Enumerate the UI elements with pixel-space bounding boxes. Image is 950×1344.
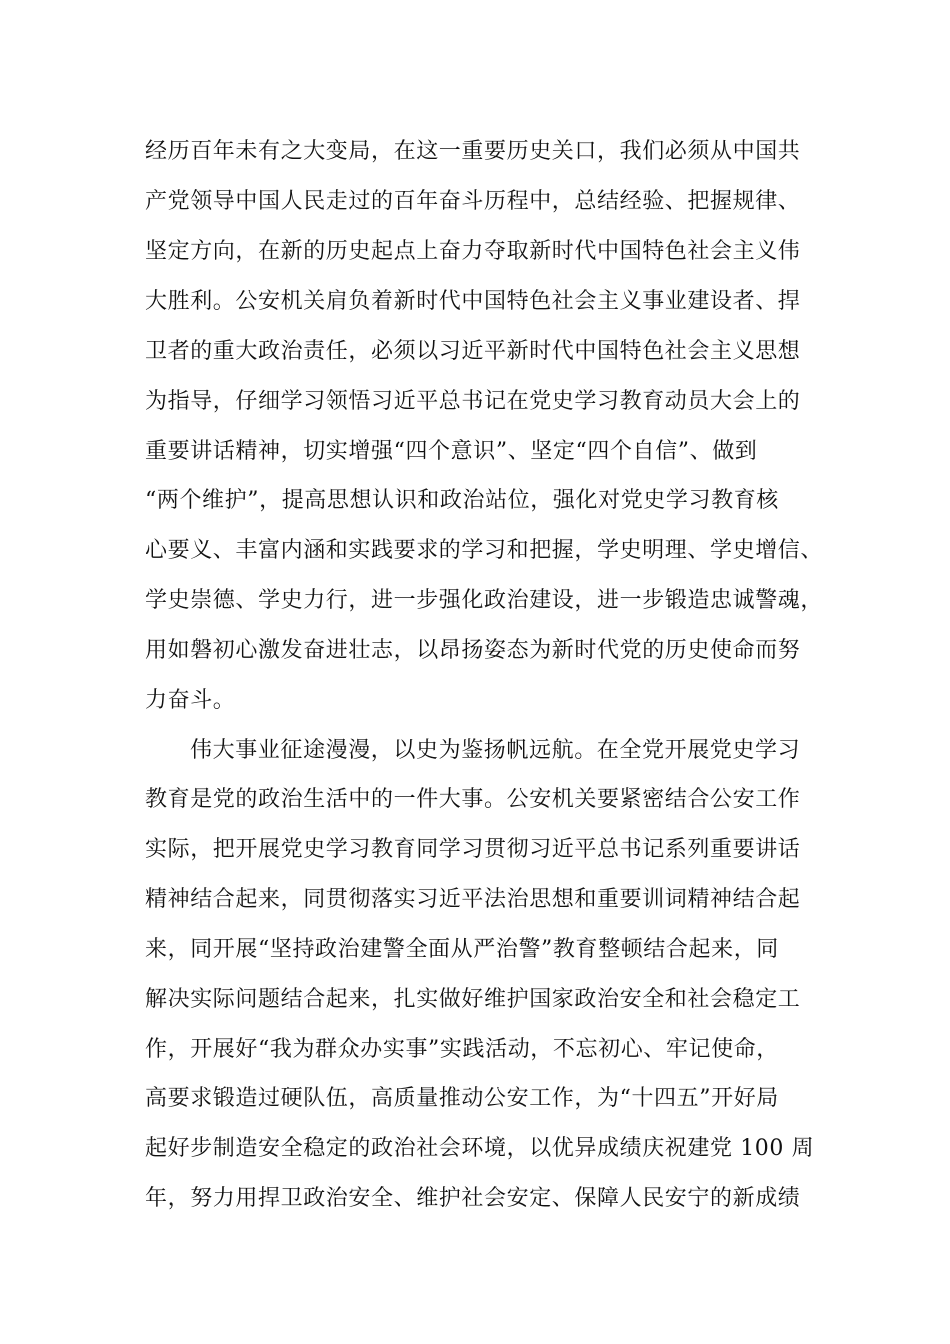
text-line: 实际，把开展党史学习教育同学习贯彻习近平总书记系列重要讲话 (145, 837, 801, 862)
text-line: 为指导，仔细学习领悟习近平总书记在党史学习教育动员大会上的 (145, 389, 801, 414)
text-line: 重要讲话精神，切实增强“四个意识”、坚定“四个自信”、做到 (145, 439, 758, 464)
text-line: 起好步制造安全稳定的政治社会环境，以优异成绩庆祝建党 100 周 (145, 1136, 815, 1161)
text-line: 用如磐初心激发奋进壮志，以昂扬姿态为新时代党的历史使命而努 (145, 638, 801, 663)
text-line: 精神结合起来，同贯彻落实习近平法治思想和重要训词精神结合起 (145, 887, 801, 912)
text-line: 高要求锻造过硬队伍，高质量推动公安工作，为“十四五”开好局 (145, 1086, 779, 1111)
text-line: 大胜利。公安机关肩负着新时代中国特色社会主义事业建设者、捍 (145, 289, 801, 314)
text-line: 年，努力用捍卫政治安全、维护社会安定、保障人民安宁的新成绩 (145, 1186, 801, 1211)
text-line: 心要义、丰富内涵和实践要求的学习和把握，学史明理、学史增信、 (145, 538, 824, 563)
text-line: 教育是党的政治生活中的一件大事。公安机关要紧密结合公安工作 (145, 787, 801, 812)
text-line: 卫者的重大政治责任，必须以习近平新时代中国特色社会主义思想 (145, 339, 801, 364)
text-line: 力奋斗。 (145, 688, 236, 713)
text-line: 学史崇德、学史力行，进一步强化政治建设，进一步锻造忠诚警魂， (145, 588, 824, 613)
text-line: 来，同开展“坚持政治建警全面从严治警”教育整顿结合起来，同 (145, 937, 779, 962)
text-line: 经历百年未有之大变局，在这一重要历史关口，我们必须从中国共 (145, 139, 801, 164)
text-line: 解决实际问题结合起来，扎实做好维护国家政治安全和社会稳定工 (145, 987, 801, 1012)
text-line: “两个维护”，提高思想认识和政治站位，强化对党史学习教育核 (145, 488, 779, 513)
text-line: 产党领导中国人民走过的百年奋斗历程中，总结经验、把握规律、 (145, 189, 801, 214)
text-line: 坚定方向，在新的历史起点上奋力夺取新时代中国特色社会主义伟 (145, 239, 801, 264)
paragraph-first-line: 伟大事业征途漫漫，以史为鉴扬帆远航。在全党开展党史学习 (190, 738, 801, 763)
text-line: 作，开展好“我为群众办实事”实践活动，不忘初心、牢记使命， (145, 1037, 779, 1062)
